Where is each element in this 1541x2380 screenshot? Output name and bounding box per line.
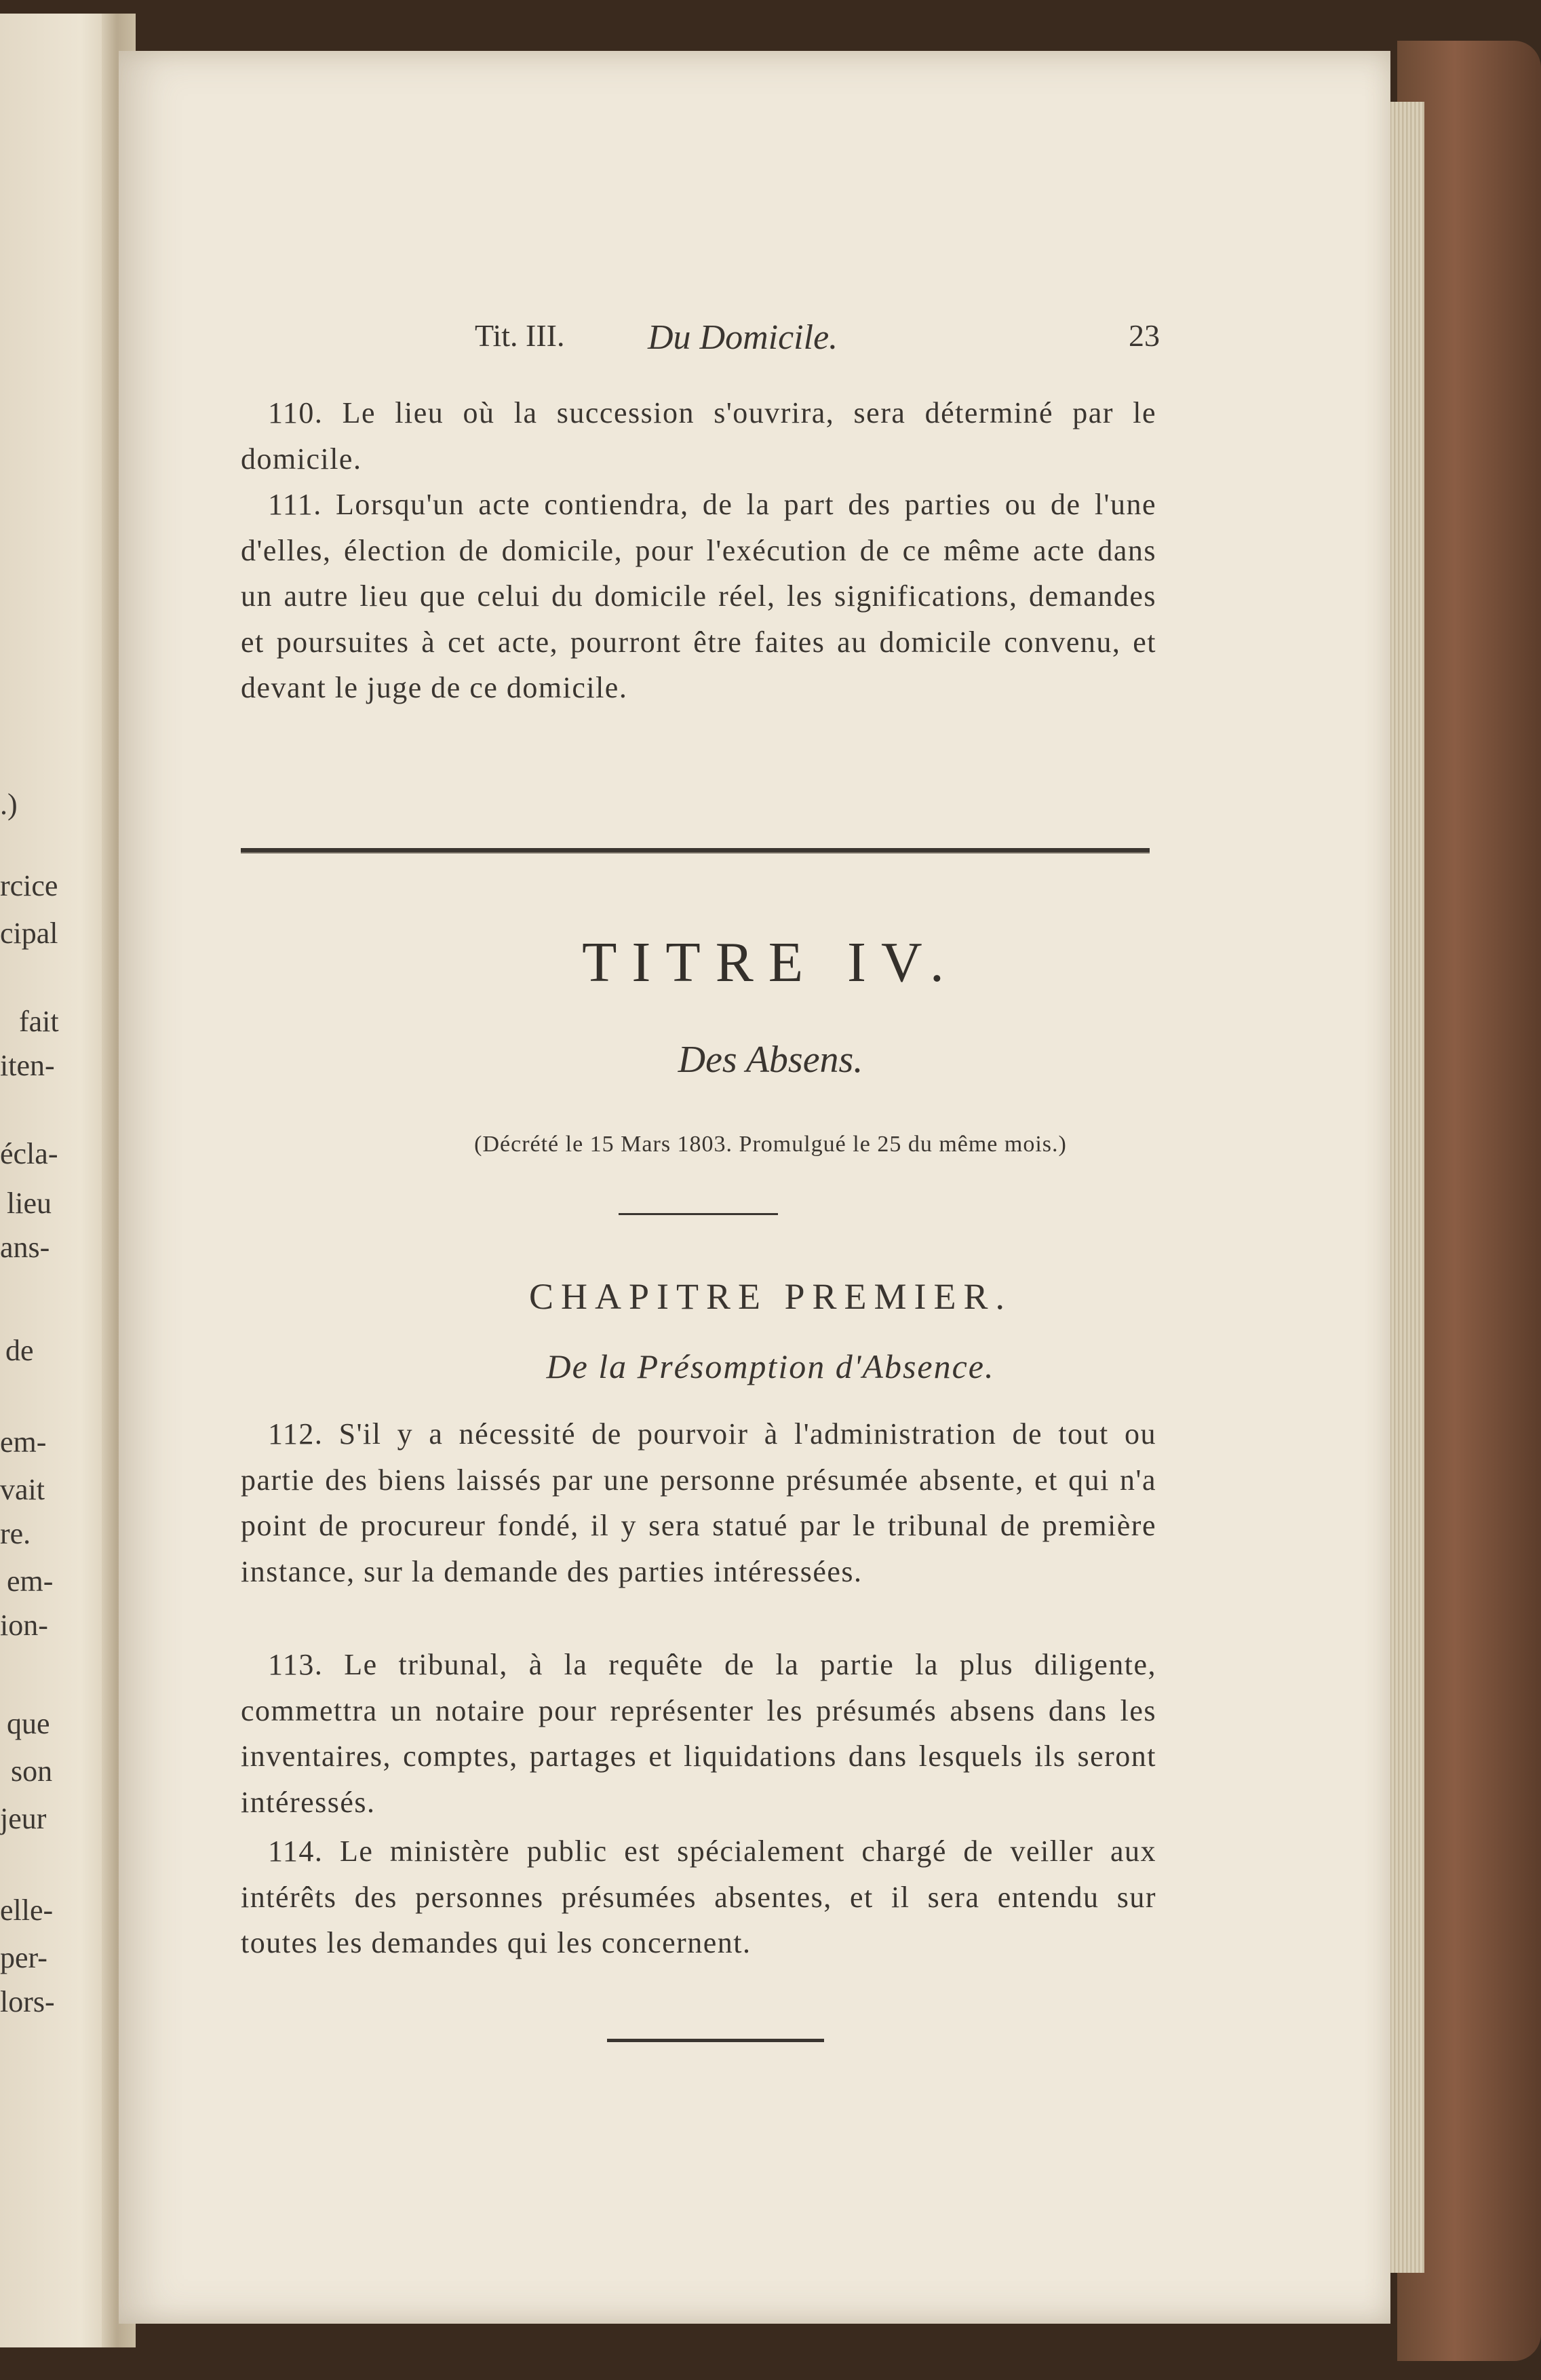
left-fragment: son xyxy=(11,1754,53,1788)
left-fragment: em- xyxy=(7,1565,54,1598)
article-number: 114. xyxy=(268,1835,324,1868)
article-number: 111. xyxy=(268,488,322,521)
article-number: 112. xyxy=(268,1417,324,1451)
left-fragment: lieu xyxy=(7,1187,52,1220)
article-110 xyxy=(241,390,1156,482)
article-text: Le ministère public est spécialement chargé de veiller aux intérêts des personnes présumées absentes, et il sera entendu sur toutes les demandes qui les concernent. xyxy=(241,1835,1156,1959)
article-text: Lorsqu'un acte contiendra, de la part des parties ou de l'une d'elles, élection de domicile, pour l'exécution de ce même acte dans un autre lieu que celui du domicile réel, les significations, demandes et poursuites à cet acte, pourront être faites au domicile convenu, et devant le juge de ce domicile. xyxy=(241,488,1157,704)
left-fragment: vait xyxy=(0,1473,45,1506)
left-fragment: em- xyxy=(0,1425,47,1459)
end-divider xyxy=(607,2039,824,2042)
left-fragment: que xyxy=(7,1707,50,1740)
left-fragment: cipal xyxy=(0,917,58,950)
left-fragment: iten- xyxy=(0,1049,55,1082)
left-fragment: jeur xyxy=(0,1802,47,1835)
article-number: 113. xyxy=(268,1648,324,1681)
article-text: Le lieu où la succession s'ouvrira, sera déterminé par le domicile. xyxy=(241,396,1156,476)
left-fragment: écla- xyxy=(0,1137,58,1170)
left-page xyxy=(0,14,115,2347)
header-section: Tit. III. xyxy=(475,318,565,353)
chapter-subtitle: De la Présomption d'Absence. xyxy=(546,1347,995,1385)
left-fragment: per- xyxy=(0,1941,47,1974)
titre-subtitle: Des Absens. xyxy=(678,1039,863,1081)
article-112 xyxy=(241,1411,1156,1594)
article-number: 110. xyxy=(268,396,324,429)
left-fragment: rcice xyxy=(0,869,58,902)
article-113 xyxy=(241,1642,1156,1825)
article-text: S'il y a nécessité de pourvoir à l'administration de tout ou partie des biens laissés par une personne présumée absente, et qui n'a point de procureur fondé, il y sera statué par le tribunal de première instance, sur la demande des parties intéressées. xyxy=(241,1417,1157,1588)
running-header xyxy=(475,318,1160,365)
left-fragment: .) xyxy=(0,788,18,821)
left-fragment: de xyxy=(5,1334,34,1367)
left-fragment: lors- xyxy=(0,1985,55,2018)
left-fragment: elle- xyxy=(0,1894,54,1927)
left-fragment: ans- xyxy=(0,1231,50,1264)
article-114 xyxy=(241,1828,1156,1966)
left-fragment: fait xyxy=(19,1005,59,1038)
chapter-heading: CHAPITRE PREMIER. xyxy=(528,1276,1013,1317)
page-number: 23 xyxy=(1129,318,1160,353)
short-divider xyxy=(619,1213,778,1215)
left-fragment: re. xyxy=(0,1517,31,1550)
article-111 xyxy=(241,482,1156,711)
section-divider xyxy=(241,848,1150,853)
left-fragment: ion- xyxy=(0,1609,48,1642)
decree-note: (Décrété le 15 Mars 1803. Promulgué le 25 du même mois.) xyxy=(474,1132,1067,1157)
article-text: Le tribunal, à la requête de la partie la plus diligente, commettra un notaire pour représenter les présumés absens dans les inventaires, comptes, partages et liquidations dans lesquels ils seront intéressés. xyxy=(241,1648,1156,1819)
titre-heading: TITRE IV. xyxy=(582,931,959,994)
header-title: Du Domicile. xyxy=(648,318,838,357)
